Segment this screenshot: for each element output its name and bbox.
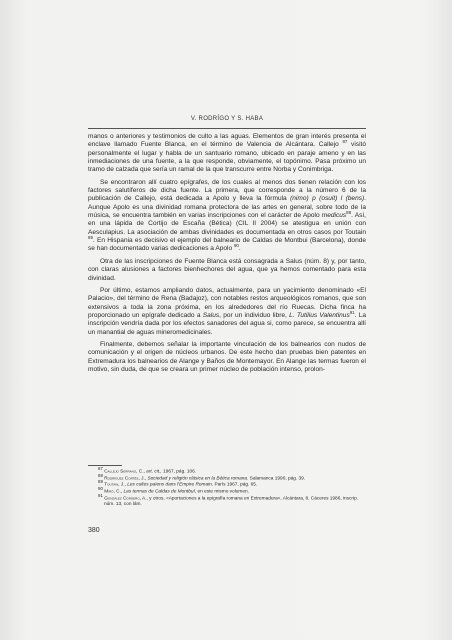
paragraph-5: Finalmente, debemos señalar la importante vinculación de los balnearios con nudos de comunicación y el origen de núcleos urbanos. De este hecho dan pruebas bien patentes en Extremadura los balnearios de Alange y Baños de Montemayor. En Alange las termas fueron el motivo, sin duda, de que se creara un primer núcleo de población intenso, prolon- bbox=[88, 340, 366, 373]
paragraph-4: Por último, estamos ampliando datos, actualmente, para un yacimiento denominado «El Palacio», del término de Rena (Badajoz), con notables restos arqueológicos romanos, que son extensivos a toda la zona próxima, en los alrededores del río Ruecas. Dicha finca ha proporcionado un epígrafe dedicado a Salus, por un individuo libre, L. Tutilius Valentinus$^{91}$. La inscripción vendría dada por los efectos sanadores del agua si, como parece, se encuentra allí un manantial de aguas mineromedicinales. bbox=[88, 286, 366, 336]
footnote-ref-87[interactable]: 87 bbox=[342, 139, 348, 145]
running-head: V. RODRÍGO Y S. HABA bbox=[190, 116, 264, 122]
footnote-rule bbox=[88, 465, 122, 466]
paragraph-2: Se encontraron allí cuatro epígrafes, de los cuales al menos dos tienen relación con los factores salutíferos de dicha fuente. La primera, que corresponde a la número 6 de la publicación de Callejo, está dedicada a Apolo y lleva la fórmula (nimo) p (osuit) l (bens). Aunque Apolo es una divinidad romana protectora de las artes en general, sobre todo de la música, se encuentra también en varias inscripciones con el carácter de Apolo medicus$^{88}$. Así, en una lápida de Cortijo de Escaña (Bética) (CIL II 2004) se atestigua en unión con Aesculapius. La asociación de ambas divinidades es documentada en otros casos por Toutain $^{89}$. En Hispania es decisivo el ejemplo del balneario de Caldas de Montbui (Barcelona), donde se han documentado varias dedicaciones a Apolo $^{90}$. bbox=[88, 178, 366, 253]
paragraph-1: manos o anteriores y testimonios de culto a las aguas. Elementos de gran interés presenta el enclave llamado Fuente Blanca, en el término de Valencia de Alcántara. Callejo $^{87}$ visitó personalmente el lugar y habla de un santuario romano, ubicado en paraje ameno y en las inmediaciones de una fuente, a la que responde, obviamente, el topónimo. Pasa próximo un tramo de calzada que sería un ramal de la que transcurre entre Norba y Conimbriga. bbox=[88, 133, 366, 174]
header-rule bbox=[88, 128, 366, 129]
footnote-ref-88[interactable]: 88 bbox=[346, 209, 352, 215]
footnotes bbox=[98, 466, 366, 508]
page-number: 380 bbox=[88, 527, 100, 534]
footnote-item: $^{88}$ Rodríguez Cortés, J., Sociedad y religión clásica en la Bética romana. Salamanca 1990, pág. 39. bbox=[98, 472, 306, 482]
footnote-ref-89[interactable]: 89 bbox=[88, 234, 93, 240]
footnote-ref-90[interactable]: 90 bbox=[233, 243, 239, 249]
formula-text: (nimo) p (osuit) l (bens) bbox=[290, 195, 365, 203]
footnote-item: $^{89}$ Toutain, J., Les cultes païens dans l'Empire Romain. París 1967, pág. 65. bbox=[98, 479, 258, 488]
footnote-ref-91[interactable]: 91 bbox=[349, 309, 355, 315]
body-text bbox=[88, 133, 366, 378]
footnote-item: $^{90}$ Miró, C., Las termas de Caldas de Montbuí, en este mismo volumen. bbox=[98, 486, 249, 495]
footnote-item: $^{91}$ González Cordero, A., y otros, «Aportaciones a la epigrafía romana en Extremadura», Alcántara, 8. Cáceres 1986, inscrip. núm. 13, con lám. bbox=[98, 492, 359, 508]
paragraph-3: Otra de las inscripciones de Fuente Blanca está consagrada a Salus (núm. 8) y, por tanto, con claras alusiones a factores bienhechores del agua, que ya hemos comentado para esta divinidad. bbox=[88, 257, 366, 282]
footnote-item: $^{87}$ Callejo Serrano, C., art. cit., 1967, pág. 106. bbox=[98, 466, 197, 475]
